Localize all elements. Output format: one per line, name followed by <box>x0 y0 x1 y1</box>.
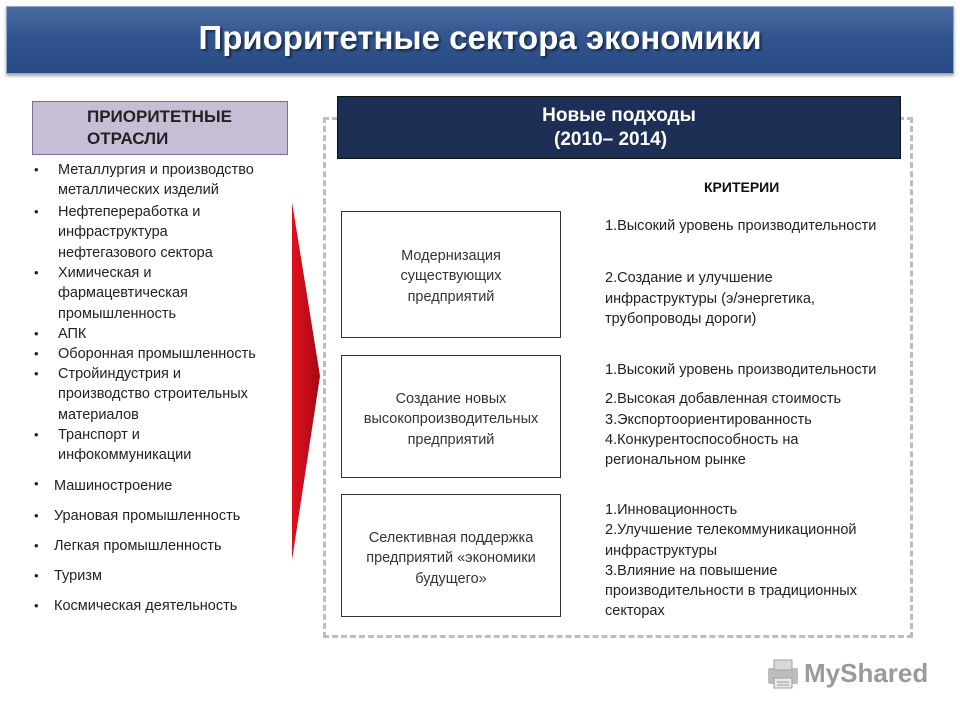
criteria-text: 1.Высокий уровень производительности <box>605 218 877 234</box>
criteria-group-3 <box>605 500 935 622</box>
approach-box-new-enterprises: Создание новых высокопроизводительных предприятий <box>341 355 561 478</box>
priority-industries-header <box>32 101 288 155</box>
logo-text: MyShared <box>804 658 929 688</box>
myshared-logo <box>766 656 946 692</box>
priority-header-text: ПРИОРИТЕТНЫЕ ОТРАСЛИ <box>87 107 232 148</box>
criteria-group-1 <box>605 216 935 329</box>
new-approaches-title: Новые подходы <box>542 105 696 126</box>
approach-box-modernization: Модернизация существующих предприятий <box>341 211 561 338</box>
new-approaches-period: (2010– 2014) <box>554 129 668 150</box>
red-arrow-shape <box>290 200 322 564</box>
criteria-text: 2.Создание и улучшение инфраструктуры (э/энергетика, трубопроводы дороги) <box>605 270 815 327</box>
criteria-group-2 <box>605 360 935 470</box>
criteria-label: КРИТЕРИИ <box>704 179 780 195</box>
new-approaches-header <box>337 96 901 159</box>
criteria-text: 1.Инновационность 2.Улучшение телекоммуникационной инфраструктуры 3.Влияние на повышение производительности в традиционных секторах <box>605 502 857 620</box>
criteria-text: 1.Высокий уровень производительности <box>605 362 877 378</box>
criteria-text: 2.Высокая добавленная стоимость 3.Экспортоориентированность 4.Конкурентоспособность на региональном рынке <box>605 391 842 469</box>
printer-icon <box>766 658 800 690</box>
approach-box-selective-support: Селективная поддержка предприятий «экономики будущего» <box>341 494 561 617</box>
title-banner <box>6 6 954 74</box>
page-title: Приоритетные сектора экономики <box>198 19 762 56</box>
